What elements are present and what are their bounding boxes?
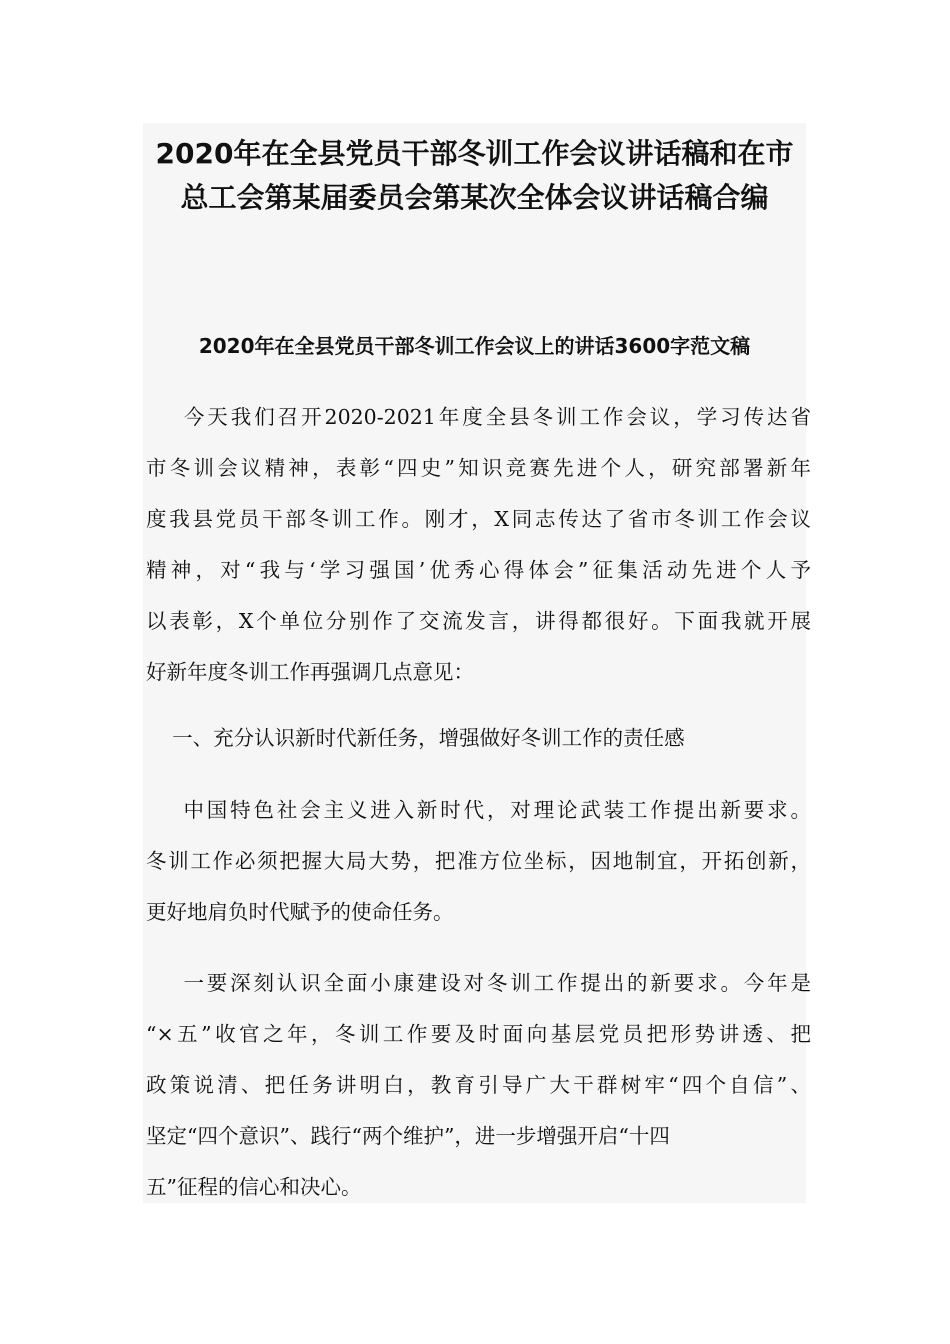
paragraph-line: 以表彰，X个单位分别作了交流发言，讲得都很好。下面我就开展 [146,609,811,633]
paragraph-xiaokang [146,958,811,1213]
section-title: 2020年在全县党员干部冬训工作会议上的讲话3600字范文稿 [198,334,751,358]
paragraph-heading-1 [146,713,811,764]
paragraph-line: 五”征程的信心和决心。 [146,1175,362,1199]
paragraph-new-era [146,785,811,938]
paragraph-line: “×五”收官之年，冬训工作要及时面向基层党员把形势讲透、把 [146,1022,811,1046]
paragraph-line: 好新年度冬训工作再强调几点意见： [146,660,474,684]
paragraph-line: 中国特色社会主义进入新时代，对理论武装工作提出新要求。 [146,798,811,822]
document-title-line-1: 2020年在全县党员干部冬训工作会议讲话稿和在市 [155,137,794,170]
paragraph-line: 冬训工作必须把握大局大势，把准方位坐标，因地制宜，开拓创新， [146,849,811,873]
paragraph-line: 市冬训会议精神，表彰“四史”知识竞赛先进个人，研究部署新年 [146,456,811,480]
document-title [143,132,806,220]
paragraph-line: 坚定“四个意识”、践行“两个维护”，进一步增强开启“十四 [146,1124,670,1148]
paragraph-line: 度我县党员干部冬训工作。刚才，X同志传达了省市冬训工作会议 [146,507,811,531]
document-title-line-2: 总工会第某届委员会第某次全体会议讲话稿合编 [180,181,769,214]
paragraph-line: 一、充分认识新时代新任务，增强做好冬训工作的责任感 [146,726,685,750]
paragraph-line: 更好地肩负时代赋予的使命任务。 [146,900,454,924]
paragraph-line: 一要深刻认识全面小康建设对冬训工作提出的新要求。今年是 [146,971,811,995]
paragraph-intro [146,392,811,698]
paragraph-line: 今天我们召开2020-2021年度全县冬训工作会议，学习传达省 [146,405,811,429]
paragraph-line: 精神，对“我与‘学习强国’优秀心得体会”征集活动先进个人予 [146,558,811,582]
paragraph-line: 政策说清、把任务讲明白，教育引导广大干群树牢“四个自信”、 [146,1073,811,1097]
